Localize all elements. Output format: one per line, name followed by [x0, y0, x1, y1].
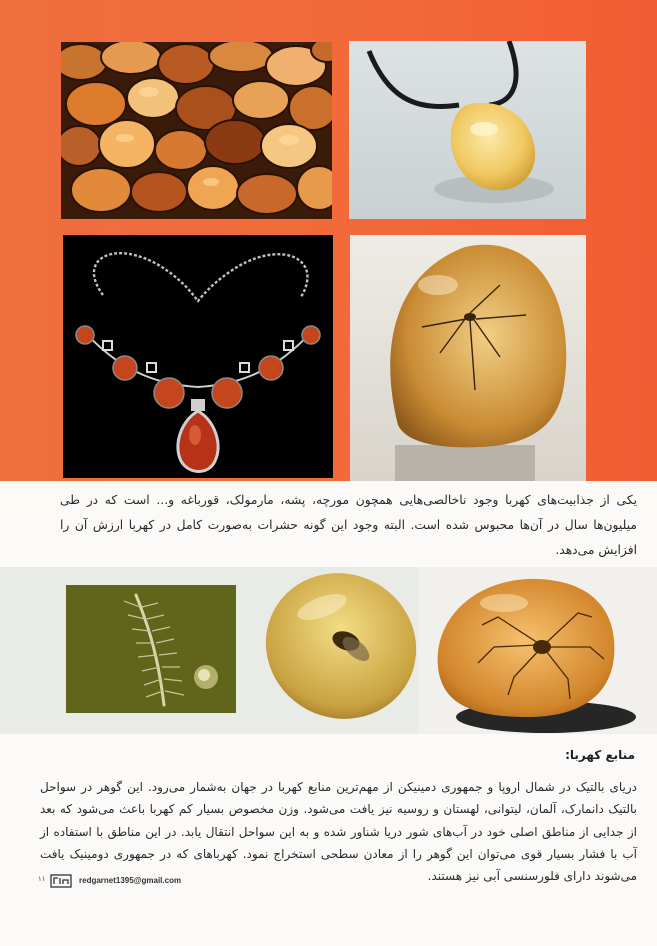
photo-caption: یکی از جذابیت‌های کهربا وجود ناخالصی‌هایی همچون مورچه، پشه، مارمولک، قورباغه و... است که در طی میلیون‌ها سال در آن‌ها محبوس شده است. البته وجود این گونه حشرات به‌صورت کامل در کهربا ارزش آن را افزایش می‌دهد.	[60, 493, 637, 557]
fly-in-amber-photo	[262, 567, 420, 725]
centipede-in-amber-photo	[66, 585, 236, 713]
contact-email: redgarnet1395@gmail.com	[79, 876, 182, 885]
spider-in-amber-photo	[418, 567, 657, 734]
amber-necklace-photo	[63, 235, 333, 478]
section-title: منابع کهربا:	[565, 748, 635, 762]
amber-pendant-photo	[349, 41, 586, 219]
page-number: ۱۱	[38, 875, 46, 883]
page-footer	[38, 873, 298, 891]
brand-logo-icon	[50, 873, 72, 889]
raw-amber-stones-photo	[61, 42, 332, 219]
mosquito-in-amber-photo	[350, 235, 586, 481]
section-body: دریای بالتیک در شمال اروپا و جمهوری دمینیکن از مهم‌ترین منابع کهربا در جهان به‌شمار می‌رود. این گوهر در سواحل بالتیک دانمارک، آلمان، لیتوانی، لهستان و روسیه نیز یافت می‌شود. وزن مخصوص بسیار کم کهربا باعث می‌شود که بعد از جدایی از مناطق اصلی خود در آب‌های شور دریا شناور شده و به این سواحل انتقال یابد. در این مناطق با استفاده از آب با فشار بسیار قوی می‌توان این گوهر را از معادن سطحی استخراج نمود. کهرباهای که در جمهوری دومینیک یافت می‌شوند دارای فلورسنسی آبی نیز هستند.	[40, 780, 637, 884]
